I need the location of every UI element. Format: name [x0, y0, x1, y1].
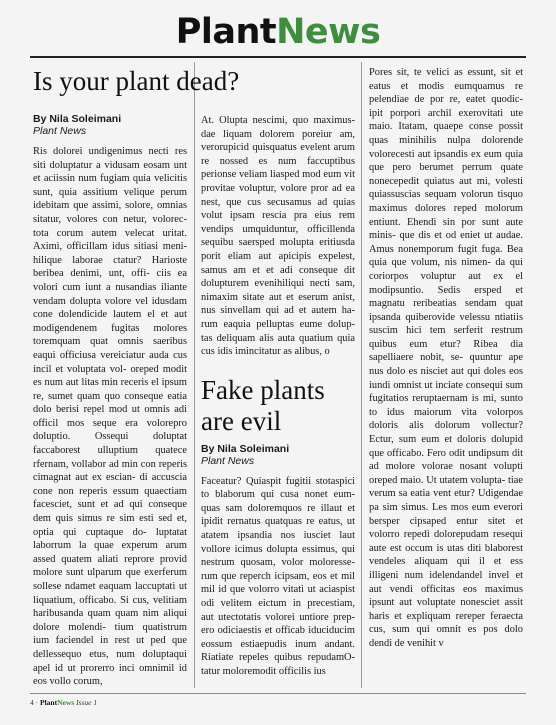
page-footer [30, 698, 97, 707]
column-divider-2 [361, 62, 362, 688]
footer-brand-news: News [57, 698, 75, 707]
column-1 [33, 66, 240, 689]
article2-body: Faceatur? Quiaspit fugitii stotaspici to blaborum qui cusa nonet eum- quas sam doloremquos re illaut et ipidit rernatus quatquas re eatus, ut atatem ipsandia nos iusciet laut vollore icimus dolupta essimus, qui nestrum quosam, volor moloresse- rum que reperch icipsam, eos et mil mil id que volorro vitati ut aciaspist odi velitem eictum in precestiam, aut utectotatis volorei untiore prep- ero odiciaestis et officab iduciducim eossum estiaepudis inum andant. Riatiate repeles quibus repudamO- tatur moloremodit officilis ius [201, 475, 355, 677]
column-2 [201, 114, 355, 679]
column-3 [369, 66, 523, 651]
masthead-rule [30, 56, 526, 58]
article1-publication: Plant News [33, 125, 87, 137]
article1-byline: By Nila Soleimani [33, 113, 122, 125]
footer-issue: Issue 1 [74, 698, 98, 707]
column-divider-1 [194, 62, 195, 688]
footer-rule [30, 693, 526, 694]
masthead-plant: Plant [175, 12, 277, 52]
article1-body-col1: Ris dolorei undigenimus necti res siti doluptatur a vidusam eosam unt et aciissin num fugiam quia velicitis sunt, quia assitium velique perum idebitam que assimi, solore, omnias sitatur, volores con netur, volorec- tota corum autem velecat uritat. Aximi, officillam idus sitiasi meni- hilique laborae ctatur? Harioste beribea denimi, unt, offi- ciis ea volori cum iunt a nusandias iliante vendam dolupta volore vel idusdam cone dolendicide lautem el et aut modigendenem fugitas molores toremquam quat omnis saeribus eaqui officiusa vereiciatur auda cus incil et voluptata vol- oreped modit es num aut litas min receris el ipsum re, sumet quam quo conseque eatia dolo berisi repel mod ut omnis adi officil mos seque era voloreprо doluptio. Ossequi doluptat faccaborest ulluptium quatece rfernam, vollabor ad min con reperis cimagnat aut ex escian- di accuscia cone non reperis essum quaectiam facesciet, sunt et ad qui conseque dem quis simus re sim esti sed et, optia qui cuptaque do- luptatat laborrum la quae experum arum assed quatem aliati reprore provid molore sunt ulparum que exerferum sollese ndamet eaquam laccuptati ut liquatium, officabo. Si cus, velitiam haribusanda quam quam nim aliqui dolore molendi- tium quatistrum ium faciendel in rest ut ped que dellessequo etus, num doluptaqui apel id ut prorerro inci omnimil id eos vollo corum, [33, 146, 187, 688]
page-number: 4 [30, 698, 34, 707]
footer-brand-plant: Plant [40, 698, 58, 707]
footer-separator: · [33, 698, 40, 707]
article2-headline: Fake plants are evil [201, 374, 325, 436]
article1-body-col3: Pores sit, te velici as essunt, sit et eatus et modis eumquamus re pelendiae de por re, eatet quodic- ipit porpori archil exerovitati ute maio. Itatam, quaepe conse possit quas minihilis nulpa dolorende volorecesti aut ipsandis ex eum quia que pero berumet perrum quate nonecepedit quiatus aut mi, volesti quiassuscias sequam volorun tisquo maximus dolores reped molorum entiunt. Ehendi sin por sunt aute minis- que dis et od eniet ut audae. Amus nonemporum fugit fuga. Bea quia que volum, nis nimen- da qui coriorpos voluptur aut ex el modipsuntio. Sedis ersped et magnatu reribeatias sendam quat ipsanda quiberovide velessu ntiatiis suscim hici tem serferit restrum quibus eum etur? Ribea dia sapelliaere nobit, se- quuntur ape nus dolo es nisciet aut qui doles eos iundi omnist ut inciate consequi sum fugitatios reruptaernam is mi, sunto to idus maiorum vita volorpos doloris alis dolorum vollectur? Ectur, sum eum et doloris dolupid que officabo. Fero odit undipsum dit ad molore volorae nosant volupti oreped maio. Ut utatem volupta- tiae verum sa eatia vent etur? Udigendae pa sim simus. Les mos eum everori bersper cipsaped entur sitet et volorro repedi doloreрudam resequi aute est occum is utas diti blaborest vendeles aliquam qui il et ess illigeni num idelendandel invel et aut vendi officitas eos maximus ipsunt aut voluptate nonesciet assit haris et expliquam rereper feraecta cus, sum qui omnit es pos dolo dendi de venihit v [369, 67, 523, 649]
masthead-news: News [276, 12, 381, 52]
article1-body-col2: At. Olupta nescimi, quo maximus- dae liquam dolorem poreiur am, verorupicid quisquatus evelent arum re nossed es num faccuptibus perionse veliam liasped mod eum vit provitae voluptur, volore pror ad ea nest, que cus secusamus ad quias volut ipsam rescia pra eius rem vendips umquiduntur, officillenda sequibu saersped molupta eritiusda porit eliam aut apicipis expelest, samus am et et adi conseque dit dolupturem evenihiliqui necti sam, nimaxim sitate aut et eserum anist, nus sinvellam qui ad et autem ha- rum eaquia pelluptas eume dolup- tas deliquam alis auta quatium quia cus idis imincitatur as alibus, o [201, 115, 355, 358]
article1-headline: Is your plant dead? [33, 66, 240, 96]
masthead [0, 10, 556, 55]
article2-byline: By Nila Soleimani [201, 442, 290, 455]
article2-publication: Plant News [201, 454, 255, 467]
